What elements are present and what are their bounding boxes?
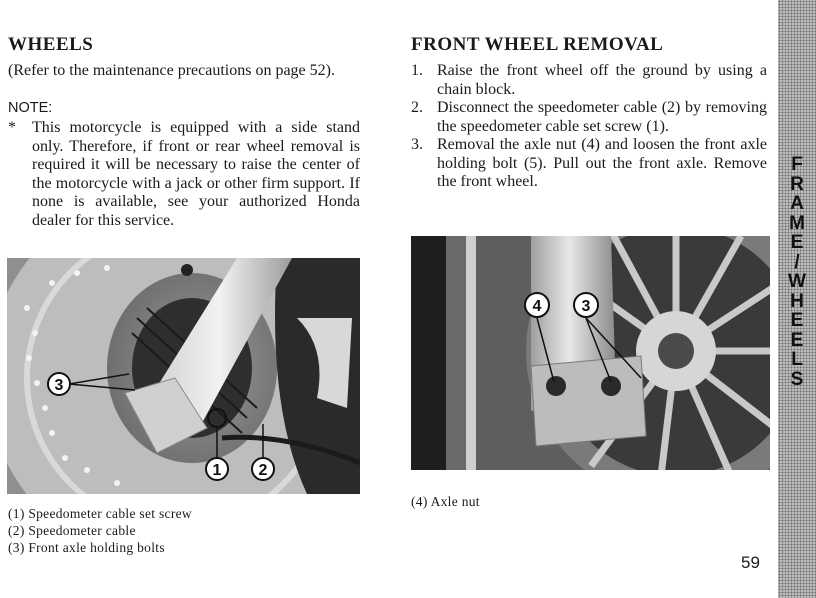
note-text: This motorcycle is equipped with a side stand only. Therefore, if front or rear wheel removal is required it will be necessary to raise the center of the motorcycle with a jack or other firm support. If none is available, see your authorized Honda dealer for this service. — [32, 119, 360, 229]
step-2 — [411, 99, 767, 136]
tab-letter: E — [790, 329, 804, 351]
step-2-number: 2. — [411, 99, 423, 116]
left-callout-3-label: 3 — [54, 377, 64, 394]
left-caption-list — [8, 505, 192, 556]
caption-2: (2) Speedometer cable — [8, 523, 136, 538]
left-callout-1 — [206, 458, 228, 480]
tab-letter: W — [788, 271, 806, 292]
right-callout-4-label: 4 — [532, 298, 542, 315]
front-wheel-removal-heading: FRONT WHEEL REMOVAL — [411, 34, 664, 55]
tab-letter: / — [794, 251, 800, 273]
tab-letter: A — [790, 193, 804, 214]
right-callout-4 — [525, 293, 549, 317]
tab-letter: M — [789, 212, 805, 234]
left-callout-2 — [252, 458, 274, 480]
tab-letter: R — [790, 173, 804, 195]
note-label: NOTE: — [8, 100, 53, 116]
step-2-text: Disconnect the speedometer cable (2) by removing the speedometer cable set screw (1). — [437, 99, 767, 135]
right-caption: (4) Axle nut — [411, 494, 480, 509]
left-callout-2-label: 2 — [258, 462, 268, 479]
right-callout-3 — [574, 293, 598, 317]
tab-letter: H — [790, 290, 804, 312]
left-callout-3 — [48, 373, 70, 395]
left-callout-1-label: 1 — [212, 462, 222, 479]
step-1 — [411, 62, 767, 99]
step-3 — [411, 136, 767, 192]
removal-steps — [411, 62, 767, 192]
right-photo — [411, 236, 770, 470]
section-side-tab — [778, 0, 816, 598]
step-1-text: Raise the front wheel off the ground by using a chain block. — [437, 62, 767, 98]
note-block — [8, 119, 360, 230]
wheels-heading: WHEELS — [8, 34, 94, 55]
right-callout-3-label: 3 — [581, 298, 591, 315]
step-3-number: 3. — [411, 136, 423, 153]
page-number: 59 — [741, 553, 760, 572]
left-photo-graphic — [7, 258, 360, 494]
tab-letter: E — [790, 232, 804, 253]
tab-letter: L — [791, 349, 803, 370]
right-photo-graphic — [411, 236, 770, 470]
note-bullet: * — [8, 119, 16, 136]
caption-3: (3) Front axle holding bolts — [8, 540, 165, 555]
side-tab-label — [778, 155, 816, 389]
wheels-refer-text: (Refer to the maintenance precautions on page 52). — [8, 62, 335, 79]
tab-letter: S — [790, 368, 804, 390]
caption-1: (1) Speedometer cable set screw — [8, 506, 192, 521]
left-photo — [7, 258, 360, 494]
step-3-text: Removal the axle nut (4) and loosen the front axle holding bolt (5). Pull out the front axle. Remove the front wheel. — [437, 136, 767, 190]
tab-letter: F — [791, 154, 803, 175]
tab-letter: E — [790, 310, 804, 331]
step-1-number: 1. — [411, 62, 423, 79]
